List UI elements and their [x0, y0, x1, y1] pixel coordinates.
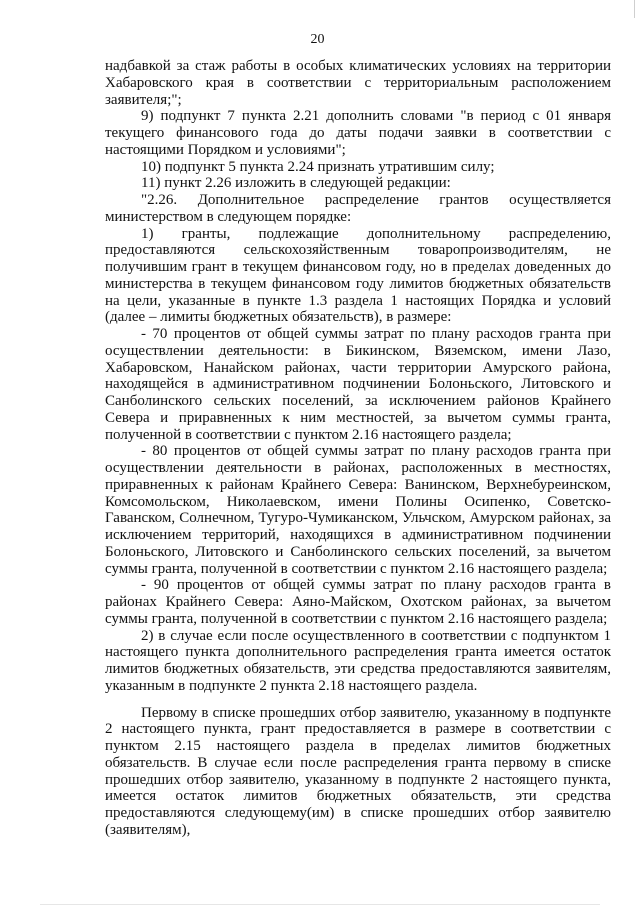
- paragraph-clause-2-26: "2.26. Дополнительное распределение грантов осуществляется министерством в следующем порядке:: [105, 192, 611, 225]
- paragraph-item-9: 9) подпункт 7 пункта 2.21 дополнить словами "в период с 01 января текущего финансового года до даты подачи заявки в соответствии с настоящими Порядком и условиями";: [105, 108, 611, 158]
- page-number: 20: [310, 32, 325, 47]
- paragraph-continuation: надбавкой за стаж работы в особых климатических условиях на территории Хабаровского края в соответствии с территориальным расположением заявителя;";: [105, 58, 611, 108]
- paragraph-subitem-1: 1) гранты, подлежащие дополнительному распределению, предоставляются сельскохозяйственным товаропроизводителям, не получившим грант в текущем финансовом году, но в пределах доведенных до министерства в текущем финансовом году лимитов бюджетных обязательств на цели, указанные в пункте 1.3 раздела 1 настоящих Порядка и условий (далее – лимиты бюджетных обязательств), в размере:: [105, 225, 611, 326]
- paragraph-first-applicant: Первому в списке прошедших отбор заявителю, указанному в подпункте 2 настоящего пункта, грант предоставляется в размере в соответствии с пунктом 2.15 настоящего раздела в пределах лимитов бюджетных обязательств. В случае если после распределения гранта первому в списке прошедших отбор заявителю, указанному в подпункте 2 настоящего пункта, имеется остаток лимитов бюджетных обязательств, эти средства предоставляются следующему(им) в списке прошедших отбор заявителю (заявителям),: [105, 704, 611, 838]
- document-body: [105, 58, 611, 839]
- paragraph-bullet-70-percent: - 70 процентов от общей суммы затрат по плану расходов гранта при осуществлении деятельности: в Бикинском, Вяземском, имени Лазо, Хабаровском, Нанайском районах, части территории Амурского района, находящейся в административном подчинении Болоньского, Литовского и Санболинского сельских поселений, за исключением районов Крайнего Севера и приравненных к ним местностей, за вычетом суммы гранта, полученной в соответствии с пунктом 2.16 настоящего раздела;: [105, 326, 611, 443]
- paragraph-item-10: 10) подпункт 5 пункта 2.24 признать утратившим силу;: [141, 158, 495, 175]
- paragraph-bullet-80-percent: - 80 процентов от общей суммы затрат по плану расходов гранта при осуществлении деятельности в районах, расположенных в местностях, приравненных к районам Крайнего Севера: Ванинском, Верхнебуреинском, Комсомольском, Николаевском, имени Полины Осипенко, Советско-Гаванском, Солнечном, Тугуро-Чумиканском, Ульчском, Амурском районах, за исключением территорий, находящихся в административном подчинении Болоньского, Литовского и Санболинского сельских поселений, за вычетом суммы гранта, полученной в соответствии с пунктом 2.16 настоящего раздела;: [105, 443, 611, 577]
- paragraph-subitem-2: 2) в случае если после осуществленного в соответствии с подпунктом 1 настоящего пункта дополнительного распределения гранта имеется остаток лимитов бюджетных обязательств, эти средства предоставляются заявителям, указанным в подпункте 2 пункта 2.18 настоящего раздела.: [105, 627, 611, 694]
- paragraph-bullet-90-percent: - 90 процентов от общей суммы затрат по плану расходов гранта в районах Крайнего Севера: Аяно-Майском, Охотском районах, за вычетом суммы гранта, полученной в соответствии с пунктом 2.16 настоящего раздела;: [105, 577, 611, 627]
- paragraph-item-11: 11) пункт 2.26 изложить в следующей редакции:: [141, 175, 451, 192]
